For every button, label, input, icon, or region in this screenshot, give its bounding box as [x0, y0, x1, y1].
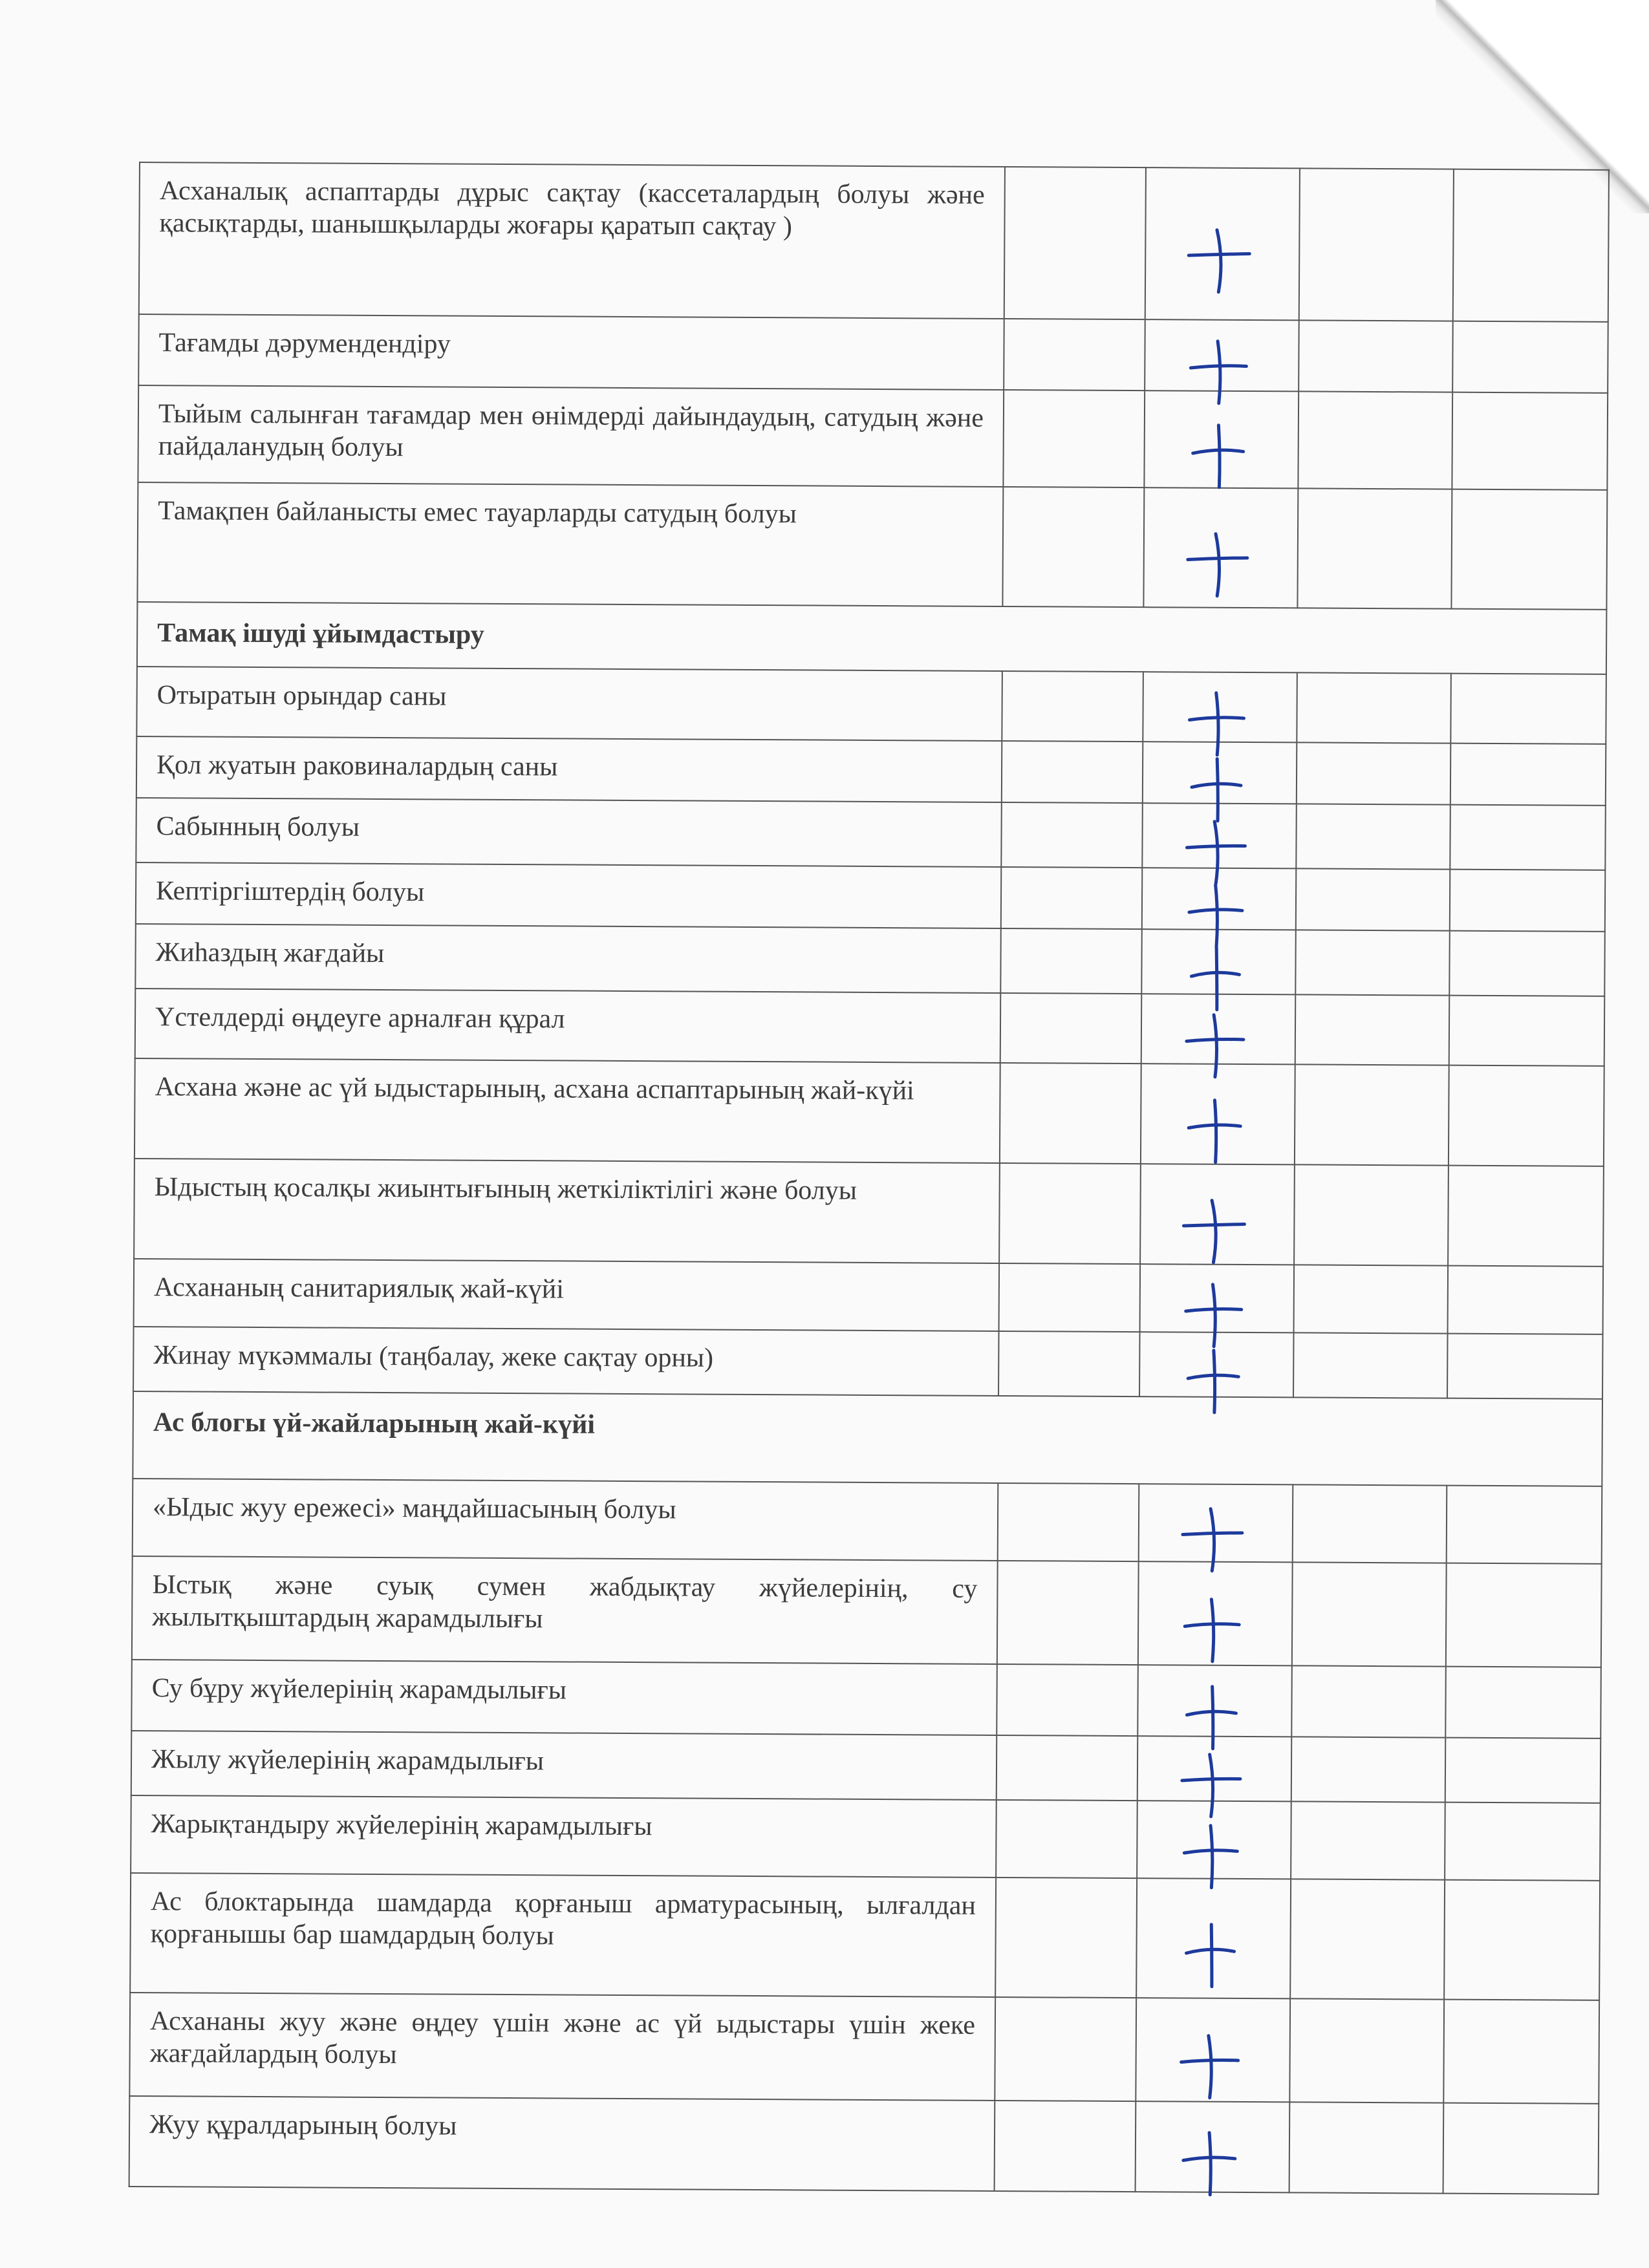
handwritten-plus-mark: [1180, 1594, 1245, 1665]
column-3-cell: [1296, 868, 1450, 930]
mark-cell: [1139, 1484, 1293, 1562]
mark-cell: [1136, 1998, 1290, 2102]
criterion-cell: Асханалық аспаптарды дұрыс сақтау (кассеталардың болуы және қасықтарды, шанышқыларды жоғары қаратып сақтау ): [139, 162, 1005, 319]
column-3-cell: [1297, 742, 1450, 804]
mark-cell: [1141, 929, 1296, 994]
mark-cell: [1136, 1878, 1291, 1998]
column-1-cell: [996, 1800, 1137, 1878]
table-row: [129, 2096, 1599, 2194]
plus-stroke-svg: [1181, 1345, 1246, 1417]
mark-cell: [1142, 803, 1297, 868]
column-4-cell: [1452, 392, 1608, 490]
criterion-cell: Асхананың санитариялық жай-күйі: [134, 1259, 1000, 1331]
column-1-cell: [995, 1878, 1137, 1998]
column-4-cell: [1451, 489, 1607, 610]
criterion-cell: Жуу құралдарының болуы: [129, 2096, 995, 2191]
column-1-cell: [995, 1997, 1136, 2101]
column-3-cell: [1291, 1737, 1446, 1802]
table-row: [131, 1795, 1600, 1881]
plus-stroke-svg: [1180, 1594, 1245, 1665]
column-3-cell: [1298, 391, 1452, 489]
plus-stroke-svg: [1177, 2030, 1242, 2102]
table-row: [133, 1327, 1602, 1399]
criterion-cell: Жылу жүйелерінің жарамдылығы: [131, 1731, 997, 1800]
column-4-cell: [1450, 870, 1605, 932]
table-row: [138, 314, 1608, 393]
table-row: [136, 798, 1605, 870]
handwritten-plus-mark: [1185, 528, 1250, 600]
column-4-cell: [1443, 2103, 1599, 2194]
column-1-cell: [1000, 928, 1142, 994]
mark-cell: [1136, 2101, 1290, 2192]
mark-cell: [1141, 994, 1296, 1064]
plus-stroke-svg: [1181, 1195, 1247, 1267]
column-4-cell: [1453, 169, 1609, 322]
mark-cell: [1137, 1801, 1291, 1879]
column-4-cell: [1449, 996, 1605, 1066]
column-4-cell: [1445, 1738, 1601, 1803]
column-3-cell: [1289, 1998, 1444, 2102]
table-row: [135, 989, 1605, 1066]
handwritten-plus-mark: [1181, 1345, 1246, 1417]
inspection-checklist-table: [129, 162, 1610, 2195]
column-3-cell: [1297, 488, 1452, 608]
criterion-cell: «Ыдыс жуу ережесі» маңдайшасының болуы: [133, 1479, 998, 1561]
mark-cell: [1141, 1064, 1295, 1164]
criterion-cell: Су бұру жүйелерінің жарамдылығы: [131, 1660, 997, 1735]
table-row: [134, 1259, 1604, 1334]
table-row: [133, 1479, 1602, 1564]
column-4-cell: [1445, 1667, 1601, 1738]
column-1-cell: [1003, 390, 1145, 487]
column-4-cell: [1450, 805, 1606, 870]
column-3-cell: [1291, 1665, 1446, 1737]
mark-cell: [1143, 672, 1297, 742]
column-4-cell: [1443, 2000, 1599, 2104]
column-1-cell: [1002, 487, 1144, 607]
column-1-cell: [998, 1483, 1139, 1561]
table-row: [135, 924, 1604, 996]
section-header-row: [133, 1391, 1602, 1486]
criterion-cell: Сабынның болуы: [136, 798, 1002, 867]
column-1-cell: [1001, 867, 1142, 929]
table-row: [129, 1993, 1599, 2104]
mark-cell: [1137, 1736, 1292, 1801]
column-3-cell: [1293, 1484, 1447, 1563]
column-1-cell: [997, 1664, 1138, 1736]
column-1-cell: [1002, 741, 1143, 803]
table-row: [138, 385, 1608, 490]
plus-stroke-svg: [1185, 528, 1250, 600]
column-1-cell: [995, 2101, 1136, 2192]
table-row: [130, 1873, 1600, 2000]
criterion-cell: Үстелдерді өңдеуге арналған құрал: [135, 989, 1001, 1063]
column-1-cell: [1004, 167, 1146, 319]
plus-stroke-svg: [1182, 1095, 1247, 1166]
mark-cell: [1143, 742, 1297, 804]
criterion-cell: Ыстық және суық сумен жабдықтау жүйелерінің, су жылытқыштардың жарамдылығы: [132, 1556, 998, 1664]
column-4-cell: [1445, 1803, 1600, 1881]
column-1-cell: [999, 1263, 1141, 1332]
table-row: [139, 162, 1609, 322]
handwritten-plus-mark: [1187, 224, 1252, 296]
column-1-cell: [1004, 319, 1145, 390]
table-row: [134, 1159, 1604, 1267]
column-1-cell: [1000, 993, 1142, 1064]
mark-cell: [1143, 487, 1298, 608]
plus-stroke-svg: [1185, 420, 1251, 491]
handwritten-plus-mark: [1182, 1095, 1247, 1166]
criterion-cell: Асхана және ас үй ыдыстарының, асхана аспаптарының жай-күйі: [135, 1058, 1000, 1163]
column-3-cell: [1295, 1064, 1449, 1165]
column-4-cell: [1449, 1065, 1604, 1166]
section-header-row: [137, 602, 1606, 674]
column-3-cell: [1299, 320, 1453, 392]
table-row: [131, 1660, 1601, 1738]
plus-stroke-svg: [1177, 2127, 1242, 2199]
column-4-cell: [1450, 744, 1606, 806]
criterion-cell: Қол жуатын раковиналардың саны: [136, 736, 1002, 802]
table-row: [131, 1731, 1600, 1803]
handwritten-plus-mark: [1181, 1195, 1247, 1267]
mark-cell: [1145, 319, 1299, 391]
column-3-cell: [1295, 994, 1450, 1065]
table-row: [136, 862, 1605, 932]
column-1-cell: [1001, 802, 1143, 868]
table-row: [135, 1058, 1604, 1166]
column-4-cell: [1447, 1486, 1602, 1564]
column-3-cell: [1293, 1332, 1448, 1398]
criterion-cell: Асхананы жуу және өңдеу үшін және ас үй ыдыстары үшін жеке жағдайлардың болуы: [129, 1993, 995, 2101]
section-title: Тамақ ішуді ұйымдастыру: [137, 602, 1606, 674]
column-3-cell: [1291, 1801, 1445, 1879]
table-row: [136, 667, 1606, 744]
table-row: [137, 482, 1607, 610]
column-3-cell: [1289, 2102, 1444, 2193]
mark-cell: [1138, 1561, 1293, 1665]
table-row: [136, 736, 1606, 806]
column-4-cell: [1448, 1166, 1604, 1267]
column-1-cell: [1000, 1063, 1141, 1164]
handwritten-plus-mark: [1178, 1919, 1243, 1991]
column-3-cell: [1295, 930, 1450, 995]
column-3-cell: [1299, 168, 1454, 321]
mark-cell: [1145, 167, 1300, 320]
column-4-cell: [1446, 1563, 1602, 1667]
section-title: Ас блогы үй-жайларының жай-күйі: [133, 1391, 1602, 1486]
column-3-cell: [1297, 672, 1451, 743]
table-row: [132, 1556, 1602, 1667]
criterion-cell: Ыдыстың қосалқы жиынтығының жеткіліктілігі және болуы: [134, 1159, 1000, 1263]
column-1-cell: [997, 1561, 1139, 1665]
criterion-cell: Жинау мүкәммалы (таңбалау, жеке сақтау орны): [133, 1327, 999, 1396]
mark-cell: [1140, 1264, 1295, 1332]
criterion-cell: Жарықтандыру жүйелерінің жарамдылығы: [131, 1795, 997, 1878]
column-3-cell: [1296, 804, 1450, 869]
criterion-cell: Жиһаздың жағдайы: [135, 924, 1001, 993]
column-3-cell: [1290, 1879, 1445, 1999]
handwritten-plus-mark: [1177, 2127, 1242, 2199]
criterion-cell: Кептіргіштердің болуы: [136, 862, 1001, 928]
criterion-cell: Тыйым салынған тағамдар мен өнімдерді дайындаудың, сатудың және пайдаланудың болуы: [138, 385, 1004, 487]
column-1-cell: [999, 1163, 1141, 1264]
column-1-cell: [997, 1735, 1138, 1801]
column-4-cell: [1447, 1334, 1603, 1399]
column-4-cell: [1444, 1880, 1600, 2000]
mark-cell: [1144, 390, 1299, 488]
column-4-cell: [1449, 931, 1605, 996]
mark-cell: [1139, 1332, 1294, 1397]
criterion-cell: Тамақпен байланысты емес тауарларды сатудың болуы: [137, 482, 1003, 606]
criterion-cell: Тағамды дәрумендендіру: [138, 314, 1004, 390]
handwritten-plus-mark: [1177, 2030, 1242, 2102]
mark-cell: [1142, 868, 1296, 930]
column-3-cell: [1294, 1265, 1449, 1333]
handwritten-plus-mark: [1185, 420, 1251, 491]
plus-stroke-svg: [1187, 224, 1252, 296]
criterion-cell: Отыратын орындар саны: [136, 667, 1002, 741]
criterion-cell: Ас блоктарында шамдарда қорғаныш арматурасының, ылғалдан қорғанышы бар шамдардың болуы: [130, 1873, 996, 1997]
column-3-cell: [1292, 1562, 1447, 1666]
mark-cell: [1137, 1665, 1292, 1737]
column-1-cell: [998, 1331, 1140, 1396]
column-1-cell: [1002, 671, 1143, 742]
column-4-cell: [1450, 674, 1606, 744]
plus-stroke-svg: [1178, 1919, 1243, 1991]
column-4-cell: [1452, 321, 1608, 393]
column-3-cell: [1294, 1164, 1449, 1265]
mark-cell: [1140, 1164, 1295, 1265]
column-4-cell: [1448, 1266, 1604, 1334]
